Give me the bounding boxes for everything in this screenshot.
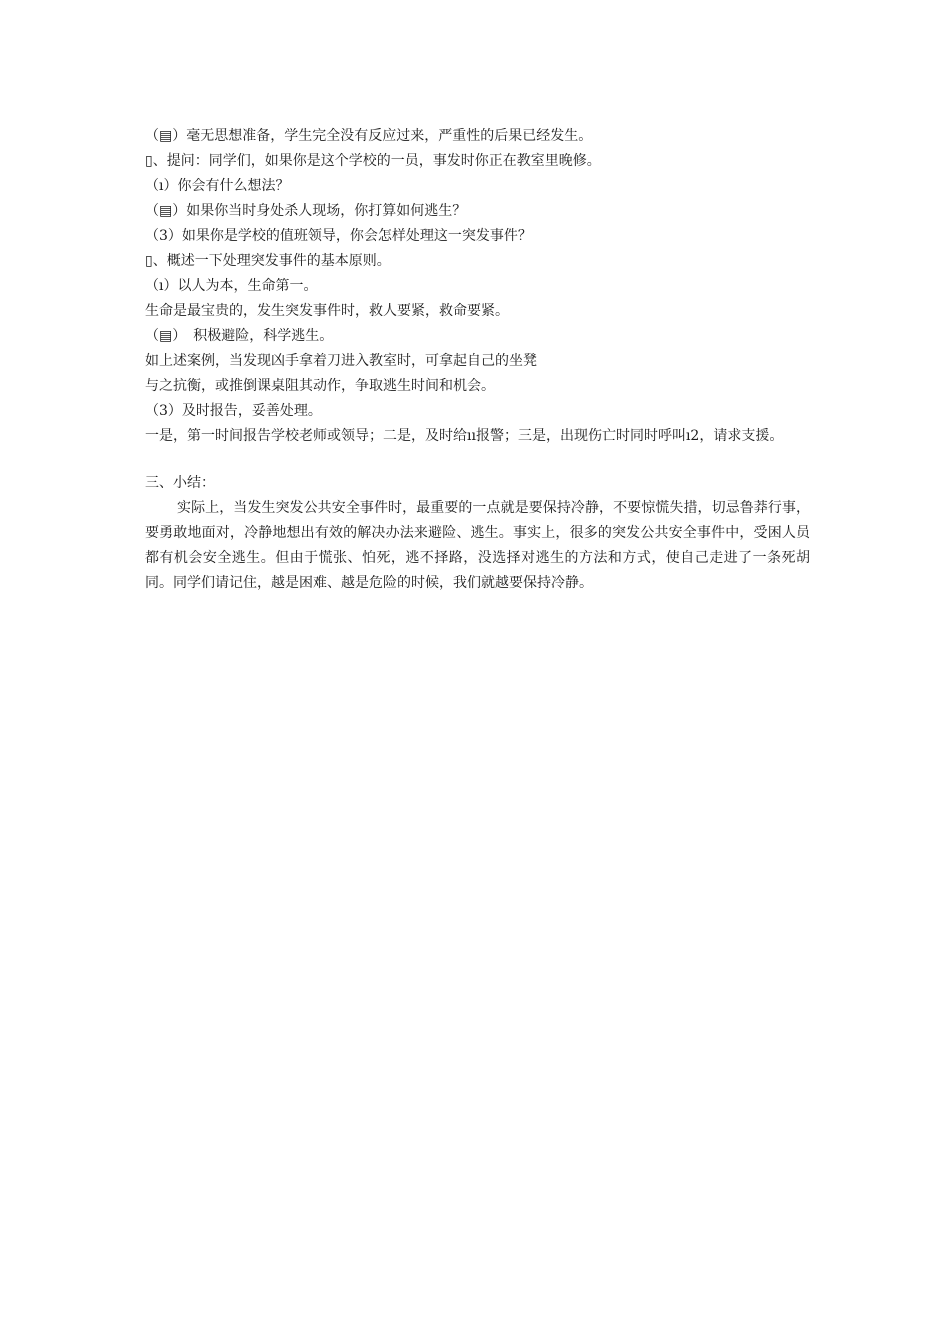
paragraph-line: （▤） 积极避险，科学逃生。: [145, 328, 334, 344]
paragraph-line: 生命是最宝贵的，发生突发事件时，救人要紧，救命要紧。: [145, 303, 509, 319]
summary-paragraph: 实际上，当发生突发公共安全事件时，最重要的一点就是要保持冷静，不要惊慌失措，切忌鲁莽行事，要勇敢地面对，冷静地想出有效的解决办法来避险、逃生。事实上，很多的突发公共安全事件中，受困人员都有机会安全逃生。但由于慌张、怕死，逃不择路，没选择对逃生的方法和方式，使自己走进了一条死胡同。同学们请记住，越是困难、越是危险的时候，我们就越要保持冷静。: [145, 500, 810, 591]
paragraph-line: 如上述案例，当发现凶手拿着刀进入教室时，可拿起自己的坐凳: [145, 353, 537, 369]
paragraph-line: 与之抗衡，或推倒课桌阻其动作，争取逃生时间和机会。: [145, 378, 495, 394]
document-body: [145, 124, 810, 596]
paragraph-line: （ı）你会有什么想法？: [145, 178, 290, 194]
paragraph-line: （3）及时报告，妥善处理。: [145, 403, 322, 419]
paragraph-line: （▤）如果你当时身处杀人现场，你打算如何逃生？: [145, 203, 467, 219]
summary-heading: 三、小结：: [145, 475, 215, 491]
paragraph-line: （3）如果你是学校的值班领导，你会怎样处理这一突发事件？: [145, 228, 532, 244]
paragraph-line: （ı）以人为本，生命第一。: [145, 278, 318, 294]
paragraph-line: ▯、概述一下处理突发事件的基本原则。: [145, 253, 391, 269]
paragraph-spacer: [145, 449, 810, 471]
report-paragraph: 一是，第一时间报告学校老师或领导；二是，及时给ıı报警；三是，出现伤亡时同时呼叫ı2，请求支援。: [145, 428, 784, 444]
paragraph-line: （▤）毫无思想准备，学生完全没有反应过来，严重性的后果已经发生。: [145, 128, 593, 144]
paragraph-line: ▯、提问：同学们，如果你是这个学校的一员，事发时你正在教室里晚修。: [145, 153, 601, 169]
